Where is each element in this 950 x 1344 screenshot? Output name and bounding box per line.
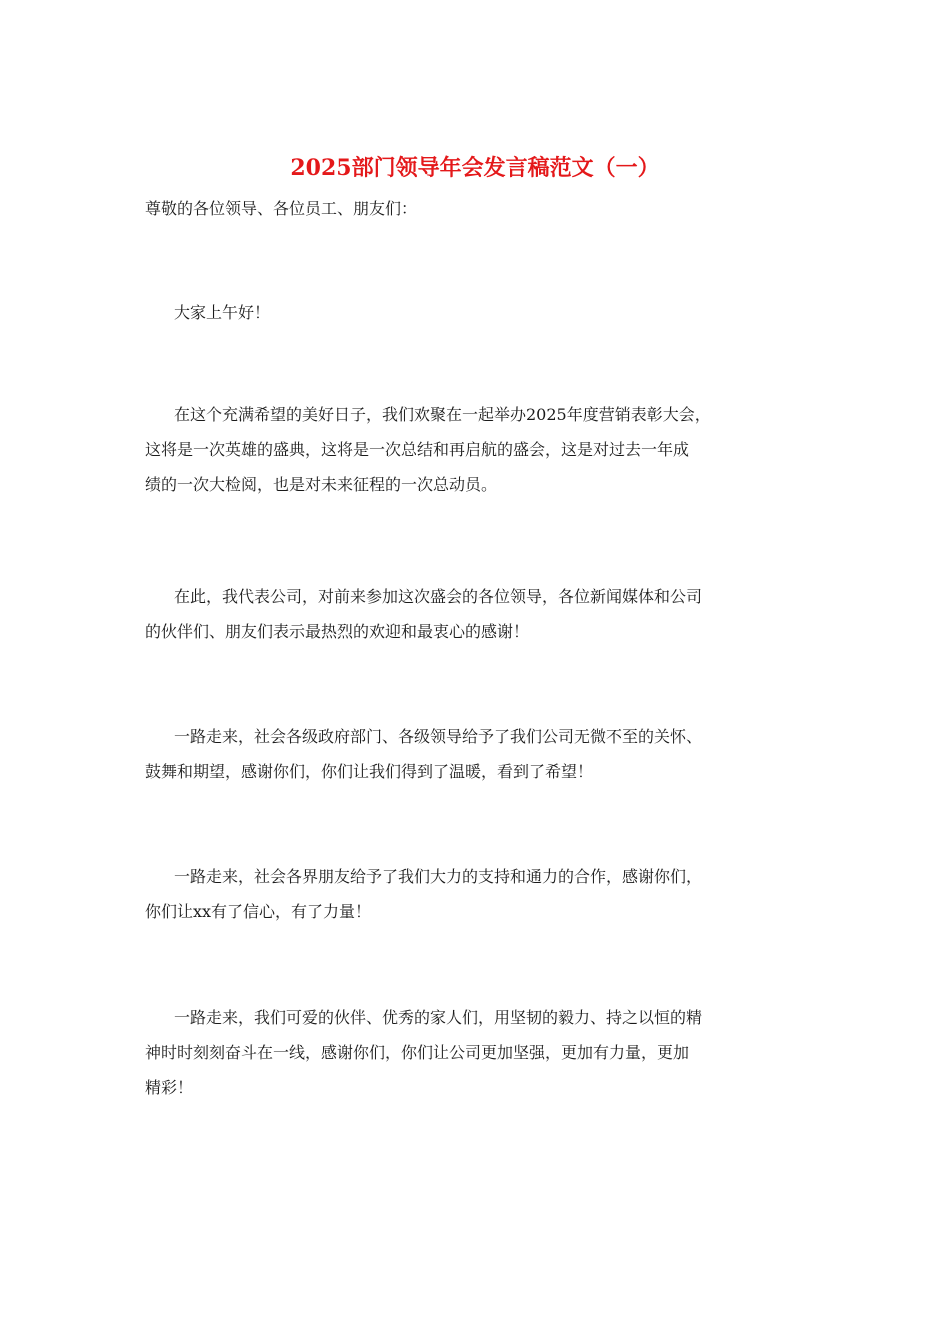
- paragraph-line: 绩的一次大检阅，也是对未来征程的一次总动员。: [145, 475, 498, 494]
- paragraph-line: 在这个充满希望的美好日子，我们欢聚在一起举办2025年度营销表彰大会，: [174, 405, 711, 424]
- paragraph-line: 你们让xx有了信心，有了力量！: [145, 902, 372, 921]
- paragraph-thanks-friends: [145, 859, 807, 929]
- salutation: 尊敬的各位领导、各位员工、朋友们：: [145, 199, 418, 218]
- paragraph-line: 的伙伴们、朋友们表示最热烈的欢迎和最衷心的感谢！: [145, 622, 530, 641]
- paragraph-welcome: [145, 579, 807, 649]
- paragraph-line: 大家上午好！: [174, 303, 271, 322]
- paragraph-line: 一路走来，社会各界朋友给予了我们大力的支持和通力的合作，感谢你们，: [174, 867, 703, 886]
- paragraph-line: 鼓舞和期望，感谢你们，你们让我们得到了温暖，看到了希望！: [145, 762, 594, 781]
- paragraph-thanks-government: [145, 719, 807, 789]
- document-title: 2025部门领导年会发言稿范文（一）: [290, 155, 660, 181]
- paragraph-thanks-partners: [145, 1000, 807, 1105]
- paragraph-line: 一路走来，我们可爱的伙伴、优秀的家人们，用坚韧的毅力、持之以恒的精: [174, 1008, 703, 1027]
- paragraph-line: 这将是一次英雄的盛典，这将是一次总结和再启航的盛会，这是对过去一年成: [145, 440, 690, 459]
- paragraph-opening: [145, 397, 807, 502]
- paragraph-greeting: [145, 295, 807, 330]
- paragraph-line: 精彩！: [145, 1078, 194, 1097]
- paragraph-line: 在此，我代表公司，对前来参加这次盛会的各位领导，各位新闻媒体和公司: [174, 587, 703, 606]
- paragraph-line: 一路走来，社会各级政府部门、各级领导给予了我们公司无微不至的关怀、: [174, 727, 703, 746]
- paragraph-line: 神时时刻刻奋斗在一线，感谢你们，你们让公司更加坚强，更加有力量，更加: [145, 1043, 690, 1062]
